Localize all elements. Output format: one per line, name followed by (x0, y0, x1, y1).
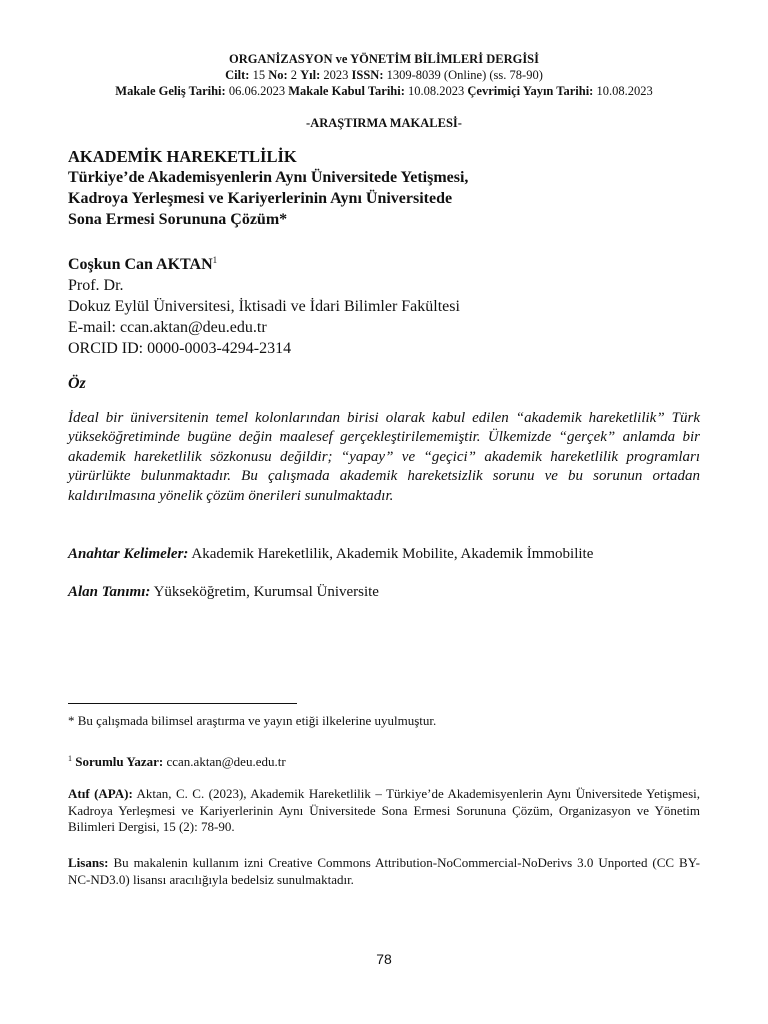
title-main: AKADEMİK HAREKETLİLİK (68, 147, 297, 166)
submitted-value: 06.06.2023 (228, 84, 286, 98)
online-label: Çevrimiçi Yayın Tarihi: (467, 84, 594, 98)
author-title: Prof. Dr. (68, 277, 124, 294)
author-name: Coşkun Can AKTAN (68, 256, 213, 273)
online-value: 10.08.2023 (596, 84, 653, 98)
footnote-ethics: * Bu çalışmada bilimsel araştırma ve yayın etiği ilkelerine uyulmuştur. (68, 713, 437, 728)
corresponding-marker: 1 (68, 754, 72, 763)
field-definition (68, 583, 708, 602)
volume-value: 15 (252, 68, 266, 82)
journal-volume-line (0, 67, 768, 83)
author-affiliation: Dokuz Eylül Üniversitesi, İktisadi ve İdari Bilimler Fakültesi (68, 298, 460, 315)
author-email[interactable]: E-mail: ccan.aktan@deu.edu.tr (68, 319, 267, 336)
author-orcid: ORCID ID: 0000-0003-4294-2314 (68, 340, 292, 357)
accepted-value: 10.08.2023 (408, 84, 465, 98)
author-block (68, 250, 708, 359)
field-label: Alan Tanımı: (68, 584, 151, 600)
citation-value: Aktan, C. C. (2023), Akademik Hareketlilik – Türkiye’de Akademisyenlerin Aynı Üniversitede Yetişmesi, Kadroya Yerleşmesi ve Kariyerlerinin Aynı Üniversitede Sona Ermesi Sorununa Çözüm, Organizasyon ve Yönetim Bilimleri Dergisi, 15 (2): 78-90. (68, 786, 700, 834)
year-value: 2023 (323, 68, 349, 82)
title-line-2: Kadroya Yerleşmesi ve Kariyerlerinin Aynı Üniversitede (68, 190, 453, 207)
keywords-value: Akademik Hareketlilik, Akademik Mobilite, Akademik İmmobilite (191, 546, 594, 562)
footnote-divider (68, 703, 297, 704)
corresponding-value[interactable]: ccan.aktan@deu.edu.tr (166, 754, 286, 769)
author-footnote-marker: 1 (212, 255, 218, 265)
footnote-citation (68, 786, 700, 836)
article-type: -ARAŞTIRMA MAKALESİ- (306, 116, 462, 130)
field-value: Yükseköğretim, Kurumsal Üniversite (153, 584, 379, 600)
year-label: Yıl: (300, 68, 321, 82)
corresponding-label: Sorumlu Yazar: (75, 754, 164, 769)
keywords (68, 545, 708, 564)
footnote-corresponding (68, 751, 700, 771)
page-number: 78 (376, 951, 392, 967)
issue-value: 2 (290, 68, 298, 82)
volume-label: Cilt: (225, 68, 250, 82)
citation-label: Atıf (APA): (68, 786, 133, 801)
abstract-text: İdeal bir üniversitenin temel kolonlarından birisi olarak kabul edilen “akademik hareketlilik” Türk yükseköğretiminde bugüne değin maalesef gerçekleştirilememiştir. Ülkemizde “gerçek” anlamda bir akademik hareketlilik sözkonusu değildir; “yapay” ve “geçici” akademik hareketlilik programları yürürlükte bulunmaktadır. Bu çalışmada akademik hareketsizlik sorunu ve bu sorunun ortadan kaldırılmasına yönelik çözüm önerileri sunulmaktadır. (68, 410, 700, 504)
title-line-3: Sona Ermesi Sorununa Çözüm* (68, 211, 288, 228)
journal-dates-line (0, 83, 768, 99)
issn-value: 1309-8039 (Online) (ss. 78-90) (386, 68, 543, 82)
abstract-heading: Öz (68, 375, 86, 392)
license-label: Lisans: (68, 855, 109, 870)
footnote-license (68, 855, 700, 888)
journal-header (0, 51, 768, 99)
title-line-1: Türkiye’de Akademisyenlerin Aynı Üniversitede Yetişmesi, (68, 169, 469, 186)
issn-label: ISSN: (351, 68, 384, 82)
keywords-label: Anahtar Kelimeler: (68, 546, 189, 562)
accepted-label: Makale Kabul Tarihi: (288, 84, 405, 98)
journal-name: ORGANİZASYON ve YÖNETİM BİLİMLERİ DERGİSİ (229, 52, 539, 66)
author-name-line (68, 250, 708, 275)
issue-label: No: (268, 68, 288, 82)
submitted-label: Makale Geliş Tarihi: (115, 84, 226, 98)
license-value: Bu makalenin kullanım izni Creative Commons Attribution-NoCommercial-NoDerivs 3.0 Unported (CC BY-NC-ND3.0) lisansı aracılığıyla bedelsiz sunulmaktadır. (68, 855, 700, 887)
article-title (68, 146, 708, 230)
